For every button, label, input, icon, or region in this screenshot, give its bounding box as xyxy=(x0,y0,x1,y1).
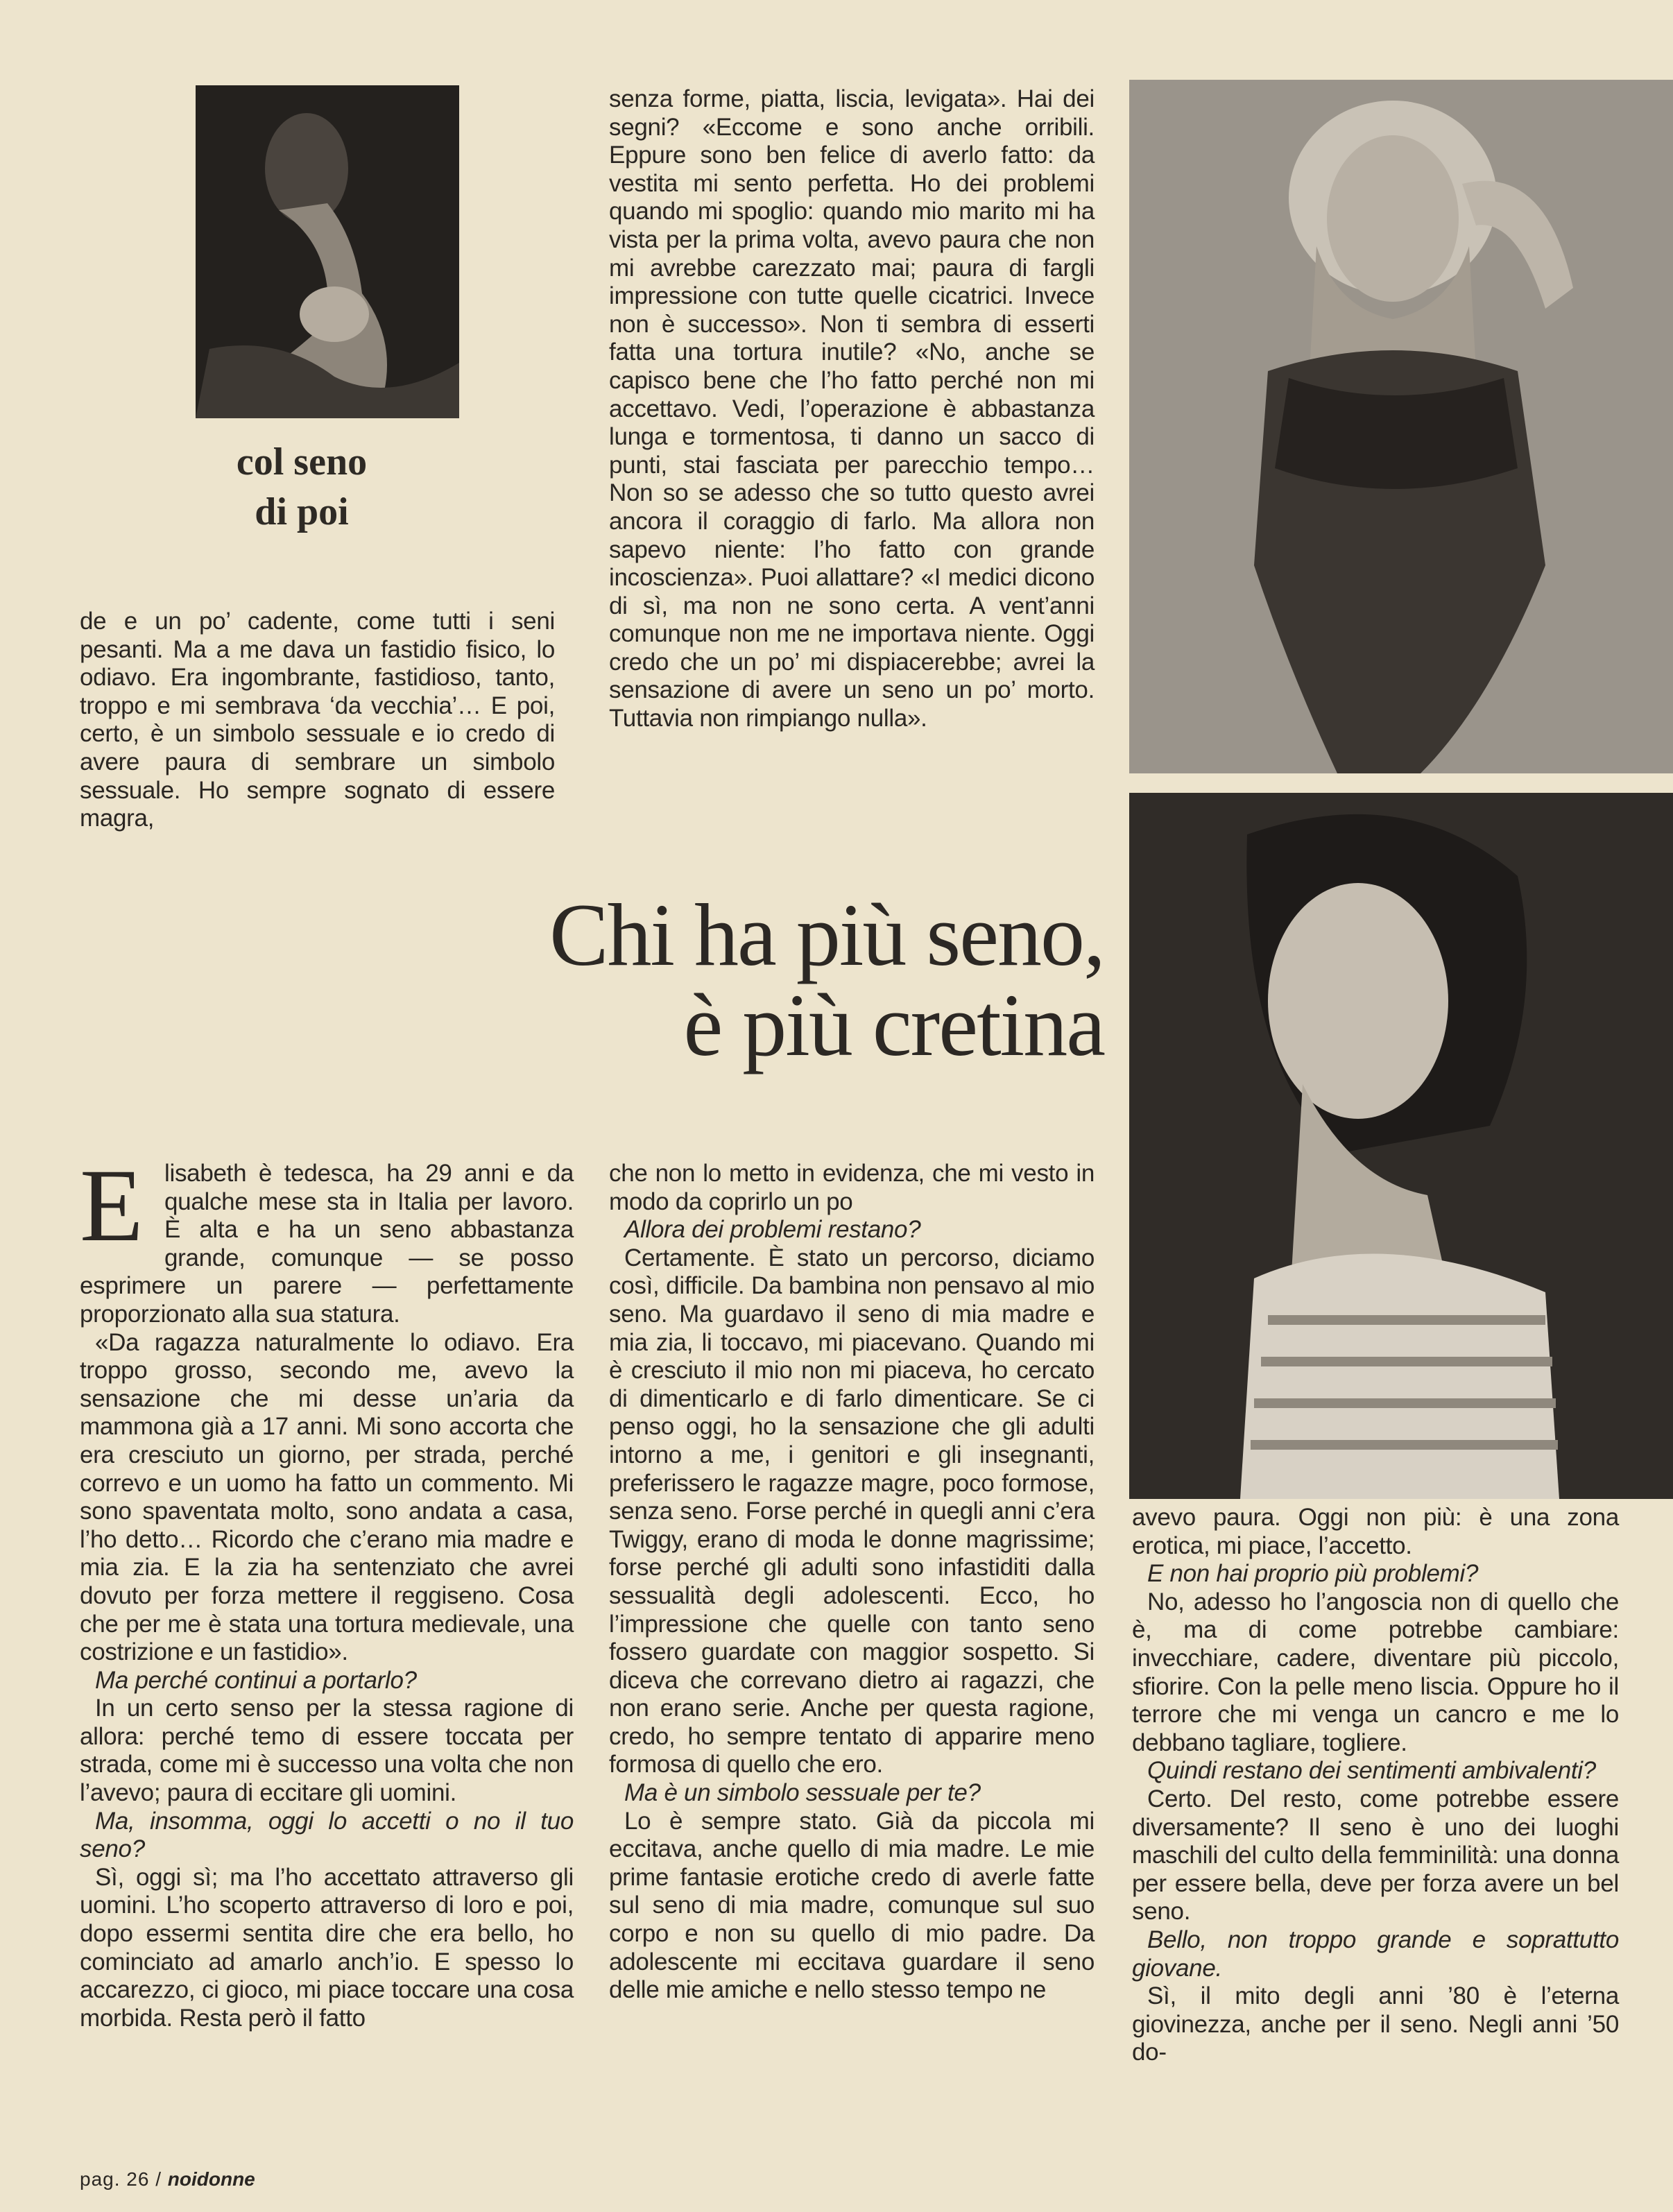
sidebar-text xyxy=(80,608,555,833)
headline-line1: Chi ha più seno, xyxy=(549,886,1104,984)
top-right-paragraph: senza forme, piatta, liscia, levigata». Hai dei segni? «Eccome e sono anche orribili. Eppure sono ben felice di averlo fatto: da vestita mi sento perfetta. Ho dei problemi quando mi spoglio: quando mio marito mi ha vista per la prima volta, avevo paura che non mi avrebbe carezzato mai; paura di fargli impressione con tutte quelle cicatrici. Invece non è successo». Non ti sembra di esserti fatta una tortura inutile? «No, anche se capisco bene che l’ho fatto perché non mi accettavo. Vedi, l’operazione è abbastanza lunga e tormentosa, ti danno un sacco di punti, stai fasciata per parecchio tempo… Non so se adesso che so tutto questo avrei ancora il coraggio di farlo. Ma allora non sapevo niente: l’ho fatto con grande incoscienza». Puoi allattare? «I medici dicono di sì, ma non ne sono certa. A vent’anni comunque non me ne importava niente. Oggi credo che un po’ mi dispiacerebbe; avrei la sensazione di avere un seno un po’ morto. Tuttavia non rimpiango nulla». xyxy=(609,85,1095,732)
sidebar-subtitle-line2: di poi xyxy=(255,490,349,533)
dropcap: E xyxy=(80,1148,144,1263)
headline xyxy=(272,886,1104,1074)
photo-brunette-art xyxy=(1129,793,1673,1499)
article-paragraph: In un certo senso per la stessa ragione di allora: perché temo di essere toccata per strada, come mi è successo una volta che non l’avevo; paura di eccitare gli uomini. xyxy=(80,1695,574,1807)
interview-question: Ma, insomma, oggi lo accetti o no il tuo seno? xyxy=(80,1807,574,1863)
interview-question: Ma è un simbolo sessuale per te? xyxy=(624,1779,981,1807)
photo-marilyn xyxy=(1129,80,1673,773)
sidebar-subtitle xyxy=(187,437,416,537)
interview-question: Allora dei problemi restano? xyxy=(624,1216,921,1244)
article-paragraph: Certamente. È stato un percorso, diciamo così, difficile. Da bambina non pensavo al mio seno. Ma guardavo il seno di mia madre e mia zia, li toccavo, mi piacevano. Quando mi è cresciuto il mio non mi piaceva, ho cercato di dimenticarlo e di farlo dimenticare. Se ci penso oggi, ho la sensazione che gli adulti intorno a me, i genitori e gli insegnanti, preferissero le ragazze magre, poco formose, senza seno. Forse perché in quegli anni c’era Twiggy, erano di moda le donne magrissime; forse perché gli adulti sono infastiditi dalla sessualità degli adolescenti. Ecco, ho l’impressione che quelle con tanto seno fossero guardate con maggior sospetto. Si diceva che correvano dietro ai ragazzi, che non erano serie. Anche per questa ragione, credo, ho sempre tentato di apparire meno formosa di quello che ero. xyxy=(609,1244,1095,1778)
page-footer xyxy=(80,2168,255,2190)
article-paragraph: Lo è sempre stato. Già da piccola mi eccitava, anche quello di mia madre. Le mie prime fantasie erotiche credo di averle fatte sul seno di mia madre, comunque sul suo corpo e non su quello di mio padre. Da adolescente mi eccitava guardare il seno delle mie amiche e nello stesso tempo ne xyxy=(609,1807,1095,2004)
article-column-3 xyxy=(1132,1504,1619,2067)
magazine-brand: noidonne xyxy=(167,2168,255,2190)
article-paragraph: Sì, oggi sì; ma l’ho accettato attraverso gli uomini. L’ho scoperto attraverso di loro e poi, dopo essermi sentita dire che era bello, ho cominciato ad amarlo anch’io. E spesso lo accarezzo, ci gioco, mi piace toccare una cosa morbida. Resta però il fatto xyxy=(80,1863,574,2032)
headline-line2: è più cretina xyxy=(683,976,1104,1074)
top-right-column xyxy=(609,85,1095,733)
interview-question: E non hai proprio più problemi? xyxy=(1147,1560,1479,1588)
photo-nude-small xyxy=(196,85,459,418)
article-paragraph: lisabeth è tedesca, ha 29 anni e da qualche mese sta in Italia per lavoro. È alta e ha un seno abbastanza grande, comunque — se posso esprimere un parere — perfettamente proporzionato alla sua statura. xyxy=(80,1160,574,1328)
photo-brunette xyxy=(1129,793,1673,1499)
article-paragraph: «Da ragazza naturalmente lo odiavo. Era troppo grosso, secondo me, avevo la sensazione che mi desse un’aria da mammona già a 17 anni. Mi sono accorta che era cresciuto un giorno, per strada, perché correvo e un uomo ha fatto un commento. Mi sono spaventata molto, sono andata a casa, l’ho detto… Ricordo che c’erano mia madre e mia zia. E la zia ha sentenziato che avrei dovuto per forza mettere il reggiseno. Cosa che per me è stata una tortura medievale, una costrizione e un fastidio». xyxy=(80,1328,574,1666)
article-paragraph: Sì, il mito degli anni ’80 è l’eterna giovinezza, anche per il seno. Negli anni ’50 do- xyxy=(1132,1982,1619,2066)
article-column-2 xyxy=(609,1160,1095,2005)
page-number: pag. 26 / xyxy=(80,2168,162,2190)
article-paragraph: avevo paura. Oggi non più: è una zona erotica, mi piace, l’accetto. xyxy=(1132,1504,1619,1559)
sidebar-paragraph: de e un po’ cadente, come tutti i seni pesanti. Ma a me dava un fastidio fisico, lo odiavo. Era ingombrante, fastidioso, tanto, troppo e mi sembrava ‘da vecchia’… E poi, certo, è un simbolo sessuale e io credo di avere paura di sembrare un simbolo sessuale. Ho sempre sognato di essere magra, xyxy=(80,608,555,832)
photo-marilyn-art xyxy=(1129,80,1673,773)
photo-nude-small-art xyxy=(196,85,459,418)
article-paragraph: Certo. Del resto, come potrebbe essere diversamente? Il seno è uno dei luoghi maschili del culto della femminilità: una donna per essere bella, deve per forza avere un bel seno. xyxy=(1132,1785,1619,1926)
sidebar-subtitle-line1: col seno xyxy=(236,440,368,483)
article-column-1 xyxy=(80,1148,574,2032)
article-paragraph: che non lo metto in evidenza, che mi vesto in modo da coprirlo un po xyxy=(609,1160,1095,1215)
interview-question: Bello, non troppo grande e soprattutto giovane. xyxy=(1132,1926,1619,1982)
interview-question: Quindi restano dei sentimenti ambivalenti? xyxy=(1147,1757,1596,1785)
article-paragraph: No, adesso ho l’angoscia non di quello che è, ma di come potrebbe cambiare: invecchiare, cadere, diventare più piccolo, sfiorire. Con la pelle meno liscia. Oppure ho il terrore che mi venga un cancro e me lo debbano tagliare, togliere. xyxy=(1132,1588,1619,1756)
interview-question: Ma perché continui a portarlo? xyxy=(95,1666,417,1694)
